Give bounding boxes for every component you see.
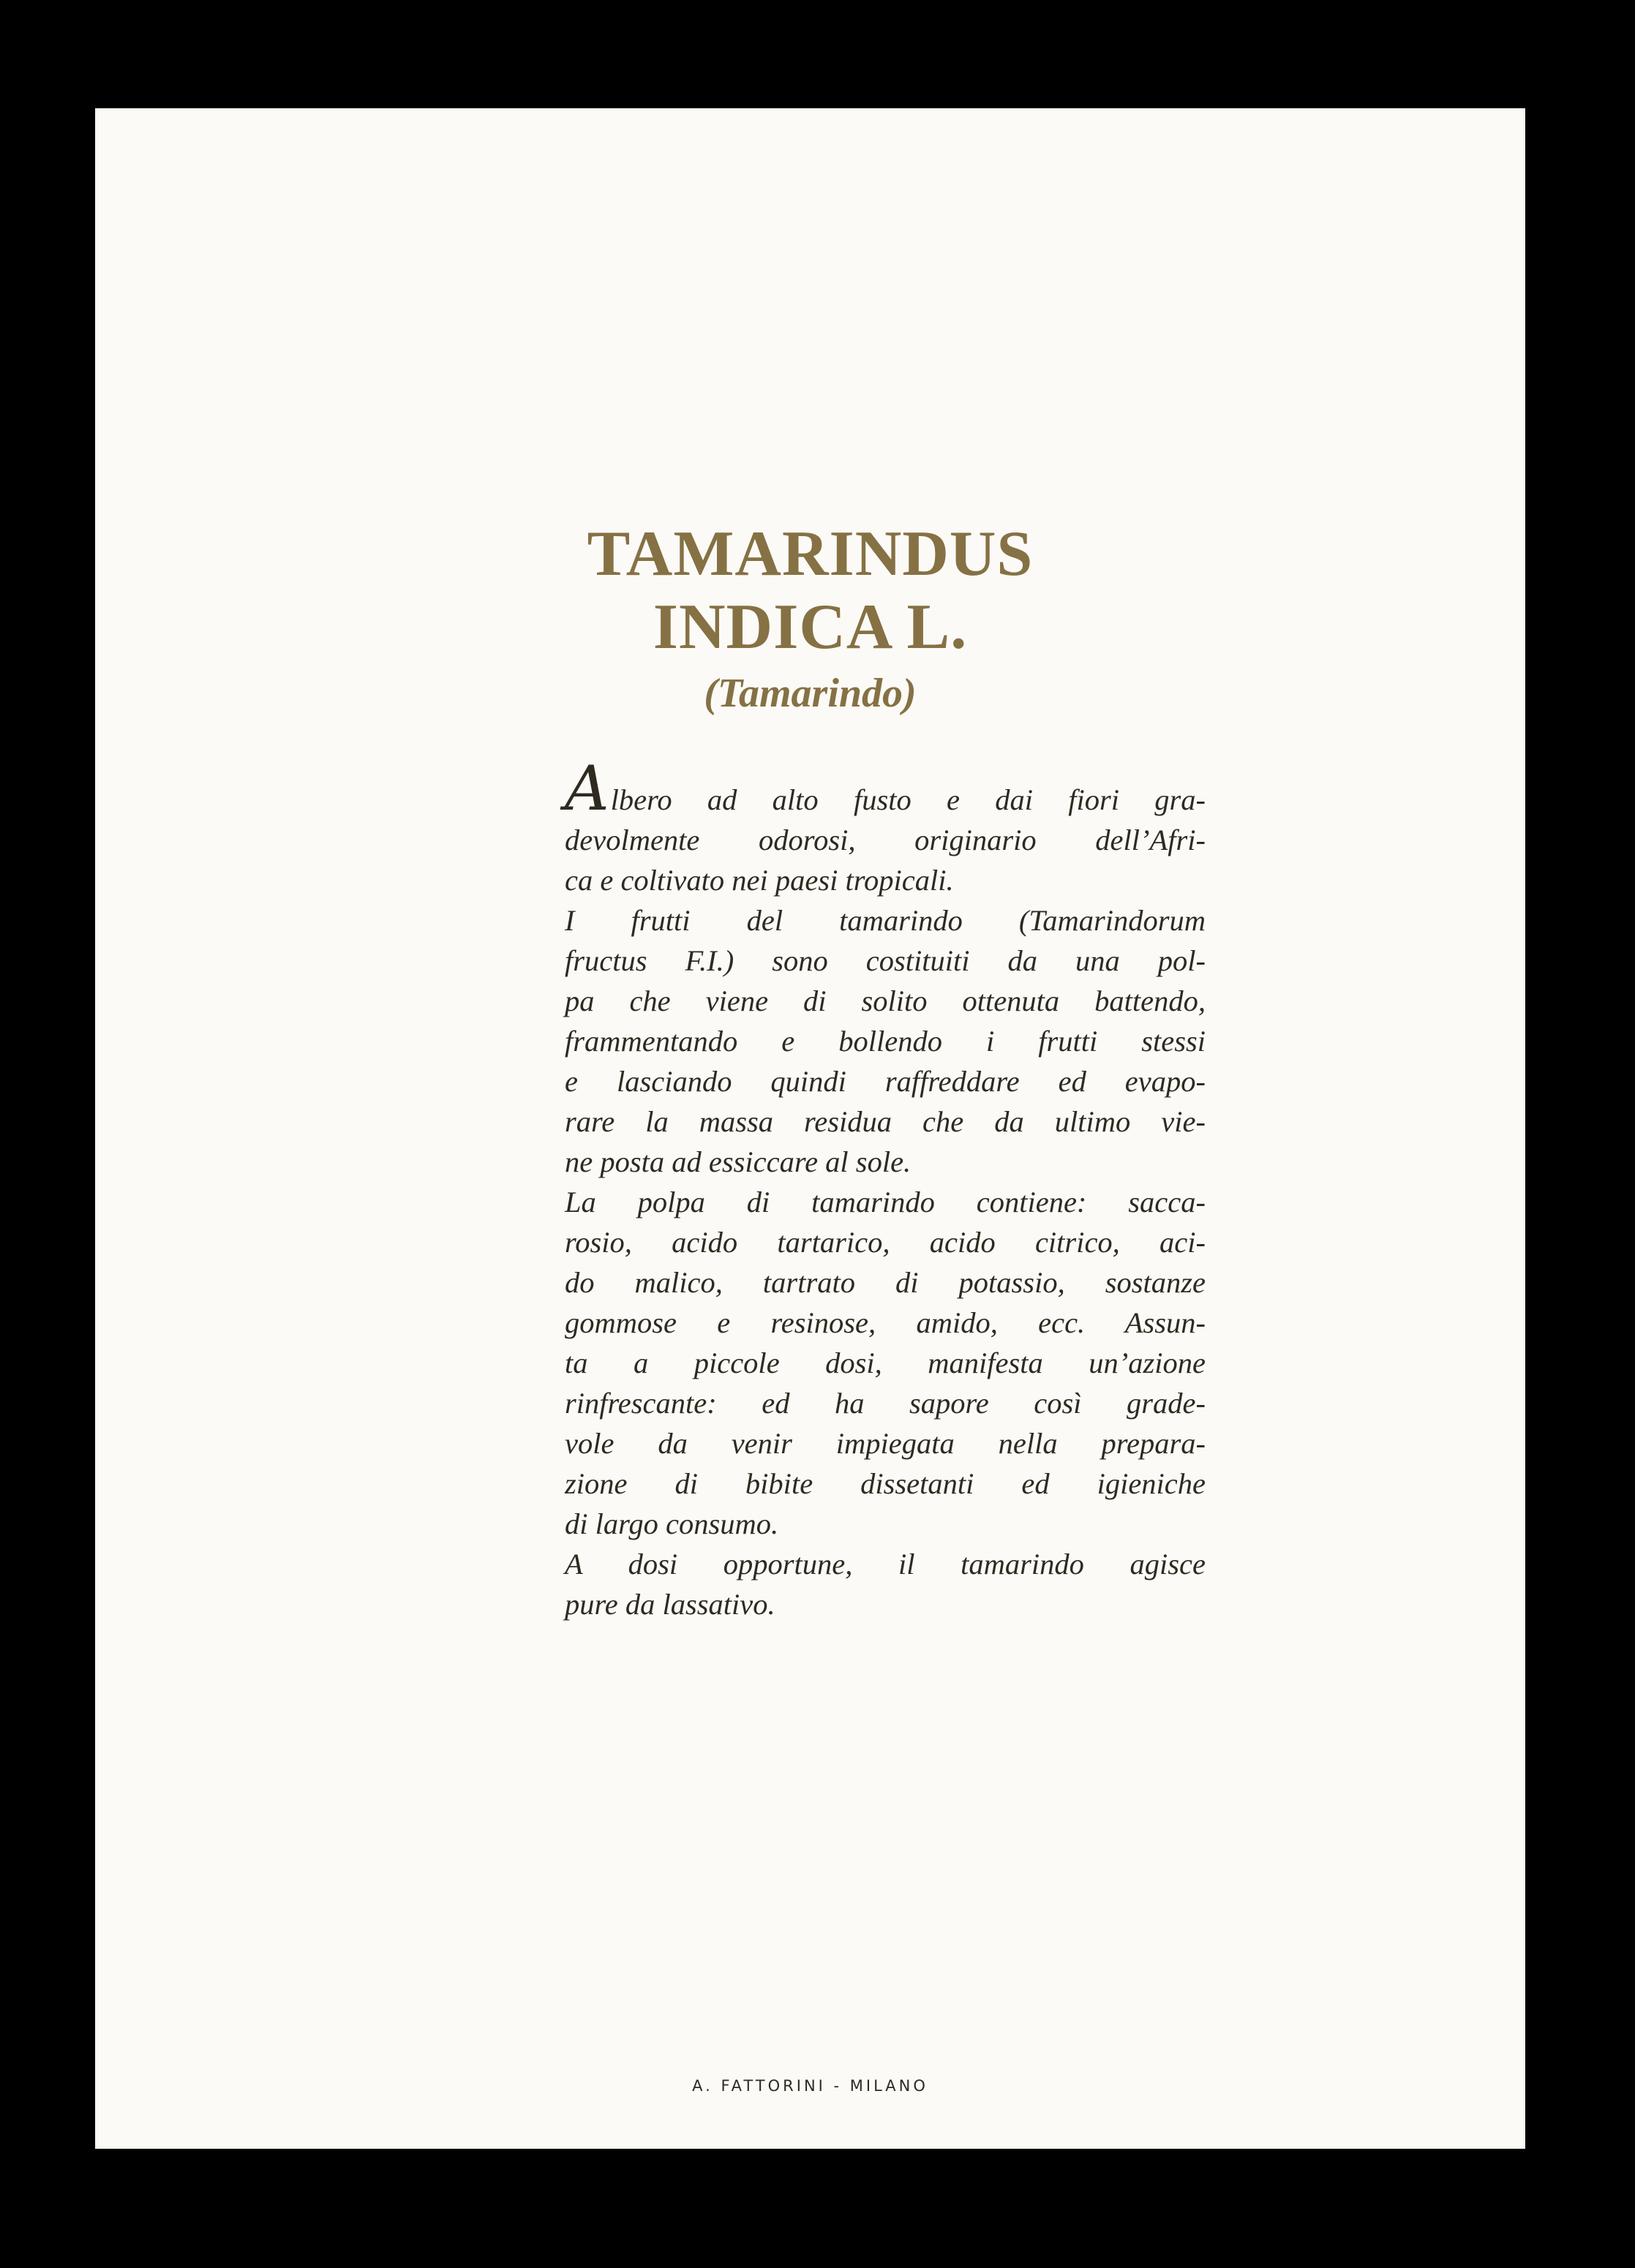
body-line: Albero ad alto fusto e dai fiori gra- <box>565 753 1206 824</box>
subtitle: (Tamarindo) <box>704 671 917 716</box>
printer-imprint: A. FATTORINI - MILANO <box>692 2077 928 2095</box>
body-line: I frutti del tamarindo (Tamarindorum <box>565 904 1206 937</box>
body-line: rare la massa residua che da ultimo vie- <box>565 1105 1206 1138</box>
body-line: ta a piccole dosi, manifesta un’azione <box>565 1346 1206 1379</box>
body-line: ca e coltivato nei paesi tropicali. <box>565 864 954 897</box>
body-line: rosio, acido tartarico, acido citrico, aci- <box>565 1226 1206 1259</box>
body-line: gommose e resinose, amido, ecc. Assun- <box>565 1306 1206 1339</box>
body-line: ne posta ad essiccare al sole. <box>565 1145 912 1178</box>
body-line: frammentando e bollendo i frutti stessi <box>565 1025 1206 1058</box>
body-line: di largo consumo. <box>565 1507 779 1540</box>
document-page <box>95 108 1525 2149</box>
body-line: pure da lassativo. <box>565 1588 775 1621</box>
body-line: do malico, tartrato di potassio, sostanze <box>565 1266 1206 1299</box>
body-line: La polpa di tamarindo contiene: sacca- <box>565 1186 1206 1218</box>
body-line: A dosi opportune, il tamarindo agisce <box>565 1548 1206 1581</box>
body-line: rinfrescante: ed ha sapore così grade- <box>565 1387 1206 1420</box>
body-line: devolmente odorosi, originario dell’Afri- <box>565 824 1206 856</box>
drop-cap: A <box>565 753 609 824</box>
body-line: vole da venir impiegata nella prepara- <box>565 1427 1206 1460</box>
body-line: e lasciando quindi raffreddare ed evapo- <box>565 1065 1206 1098</box>
body-paragraph <box>565 753 1206 1624</box>
body-line: zione di bibite dissetanti ed igieniche <box>565 1467 1206 1500</box>
title-line-2: INDICA L. <box>653 592 968 663</box>
body-line: fructus F.I.) sono costituiti da una pol- <box>565 944 1206 977</box>
title-line-1: TAMARINDUS <box>587 519 1034 589</box>
body-line: pa che viene di solito ottenuta battendo, <box>565 984 1206 1017</box>
